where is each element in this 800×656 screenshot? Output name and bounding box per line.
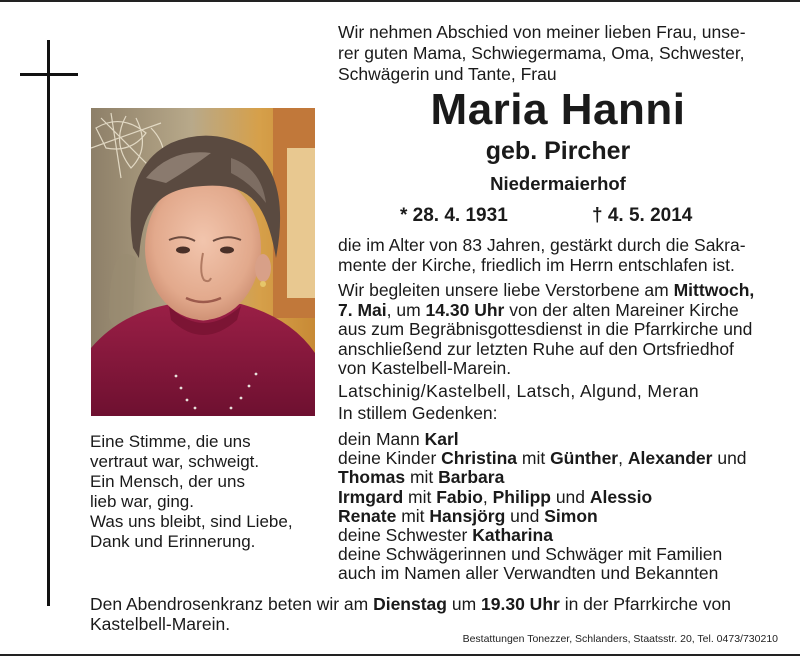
family-line: deine Schwester Katharina	[338, 525, 553, 546]
poem-line: lieb war, ging.	[90, 492, 194, 511]
funeral-line: anschließend zur letzten Ruhe auf den Ortsfriedhof	[338, 338, 734, 359]
birth-date: * 28. 4. 1931	[400, 205, 508, 226]
family-line: auch im Namen aller Verwandten und Bekannten	[338, 563, 719, 584]
funeral-home-footer: Bestattungen Tonezzer, Schlanders, Staatsstr. 20, Tel. 0473/730210	[462, 633, 778, 645]
age-statement	[338, 236, 778, 275]
intro-line: Schwägerin und Tante, Frau	[338, 64, 557, 84]
rosary-line: Den Abendrosenkranz beten wir am Dienstag um 19.30 Uhr in der Pfarrkirche von	[90, 594, 732, 614]
funeral-line: 7. Mai, um 14.30 Uhr von der alten Mareiner Kirche	[338, 299, 739, 320]
family-line: Irmgard mit Fabio, Philipp und Alessio	[338, 486, 653, 507]
family-line: deine Schwägerinnen und Schwäger mit Familien	[338, 544, 723, 565]
family-line: Renate mit Hansjörg und Simon	[338, 505, 598, 526]
intro-line: rer guten Mama, Schwiegermama, Oma, Schwester,	[338, 43, 745, 63]
family-line: dein Mann Karl	[338, 429, 459, 449]
rosary-info	[90, 594, 780, 634]
places-line: Latschinig/Kastelbell, Latsch, Algund, Meran	[338, 381, 700, 401]
age-line: die im Alter von 83 Jahren, gestärkt durch die Sakra-	[338, 235, 746, 255]
poem-line: Ein Mensch, der uns	[90, 472, 245, 491]
poem-line: vertraut war, schweigt.	[90, 452, 260, 471]
portrait-photo	[91, 108, 315, 416]
cross-icon	[20, 40, 78, 606]
family-line: Thomas mit Barbara	[338, 467, 505, 488]
intro-text	[338, 22, 778, 85]
funeral-line: Wir begleiten unsere liebe Verstorbene am Mittwoch,	[338, 280, 755, 300]
maiden-name: geb. Pircher	[485, 137, 631, 165]
deceased-name: Maria Hanni	[430, 85, 686, 134]
poem-line: Dank und Erinnerung.	[90, 532, 256, 551]
intro-line: Wir nehmen Abschied von meiner lieben Frau, unse-	[338, 22, 746, 42]
funeral-info	[338, 281, 778, 379]
death-date: † 4. 5. 2014	[592, 205, 693, 226]
funeral-line: aus zum Begräbnisgottesdienst in die Pfarrkirche und	[338, 319, 753, 339]
funeral-line: von Kastelbell-Marein.	[338, 358, 512, 378]
family-list	[338, 430, 778, 584]
farm-name: Niedermaierhof	[490, 173, 626, 194]
mourning-heading: In stillem Gedenken:	[338, 403, 498, 423]
poem-line: Was uns bleibt, sind Liebe,	[90, 512, 293, 531]
poem	[90, 432, 330, 552]
top-border	[0, 0, 800, 2]
family-line: deine Kinder Christina mit Günther, Alexander und	[338, 448, 747, 469]
poem-line: Eine Stimme, die uns	[90, 432, 251, 451]
age-line: mente der Kirche, friedlich im Herrn entschlafen ist.	[338, 254, 735, 275]
rosary-line: Kastelbell-Marein.	[90, 614, 231, 634]
